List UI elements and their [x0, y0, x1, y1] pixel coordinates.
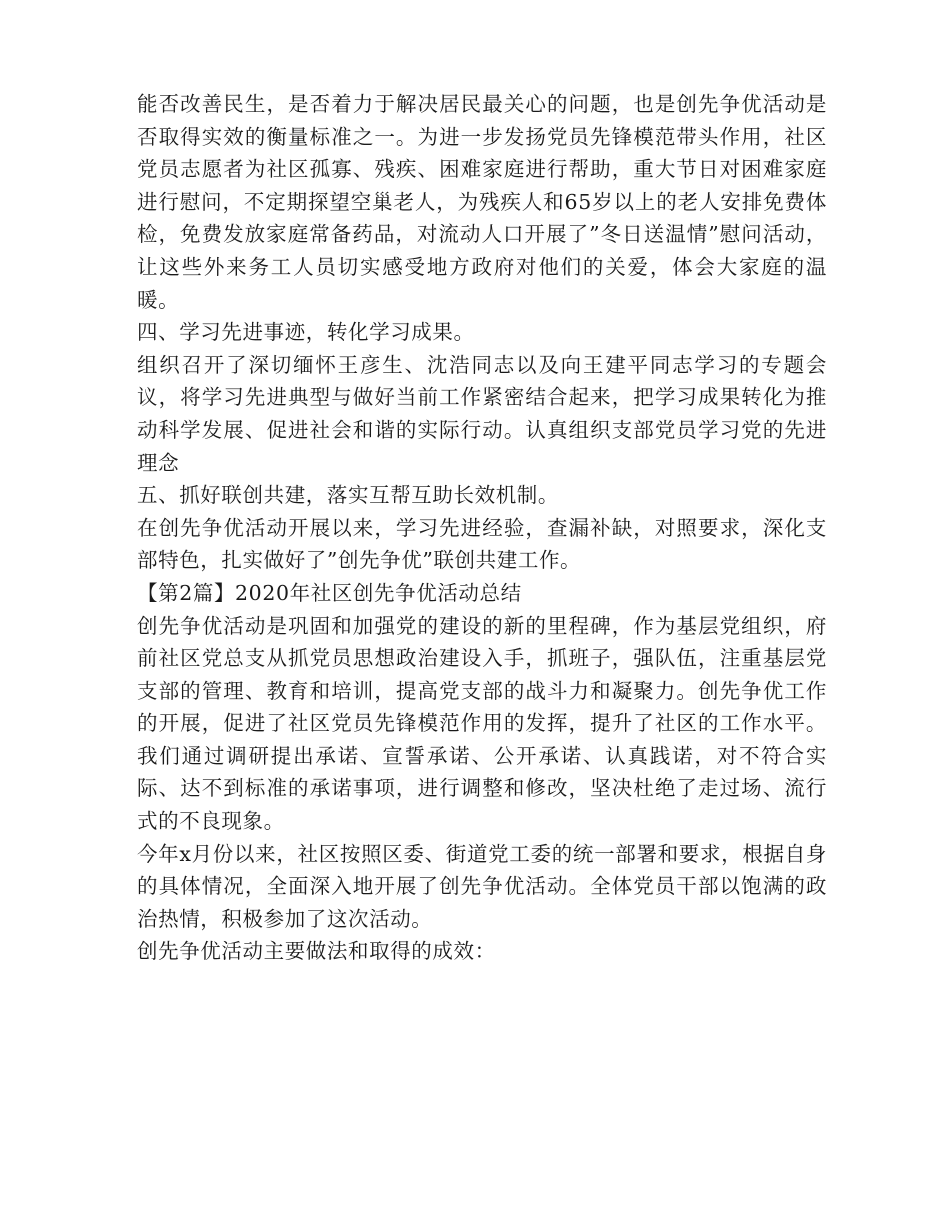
heading-section-five: 五、抓好联创共建，落实互帮互助长效机制。 [137, 483, 559, 508]
heading-section-four: 四、学习先进事迹，转化学习成果。 [137, 320, 475, 345]
heading-article-two: 【第2篇】2020年社区创先争优活动总结 [137, 580, 522, 605]
paragraph-study-meeting: 组织召开了深切缅怀王彦生、沈浩同志以及向王建平同志学习的专题会议，将学习先进典型与做好当前工作紧密结合起来，把学习成果转化为推动科学发展、促进社会和谐的实际行动。认真组织支部党员学习党的先进理念 [137, 352, 827, 475]
paragraph-livelihood: 能否改善民生，是否着力于解决居民最关心的问题，也是创先争优活动是否取得实效的衡量标准之一。为进一步发扬党员先锋模范带头作用，社区党员志愿者为社区孤寡、残疾、困难家庭进行帮助，重大节日对困难家庭进行慰问，不定期探望空巢老人，为残疾人和65岁以上的老人安排免费体检，免费发放家庭常备药品，对流动人口开展了”冬日送温情”慰问活动，让这些外来务工人员切实感受地方政府对他们的关爱，体会大家庭的温暖。 [137, 92, 827, 312]
paragraph-this-year: 今年x月份以来，社区按照区委、街道党工委的统一部署和要求，根据自身的具体情况，全面深入地开展了创先争优活动。全体党员干部以饱满的政治热情，积极参加了这次活动。 [137, 841, 827, 931]
paragraph-milestone: 创先争优活动是巩固和加强党的建设的新的里程碑，作为基层党组织，府前社区党总支从抓党员思想政治建设入手，抓班子，强队伍，注重基层党支部的管理、教育和培训，提高党支部的战斗力和凝聚力。创先争优工作的开展，促进了社区党员先锋模范作用的发挥，提升了社区的工作水平。我们通过调研提出承诺、宣誓承诺、公开承诺、认真践诺，对不符合实际、达不到标准的承诺事项，进行调整和修改，坚决杜绝了走过场、流行式的不良现象。 [137, 613, 827, 834]
document-body [137, 88, 827, 968]
paragraph-main-practices: 创先争优活动主要做法和取得的成效： [137, 939, 496, 964]
paragraph-joint-building: 在创先争优活动开展以来，学习先进经验，查漏补缺，对照要求，深化支部特色，扎实做好了”创先争优”联创共建工作。 [137, 515, 827, 573]
